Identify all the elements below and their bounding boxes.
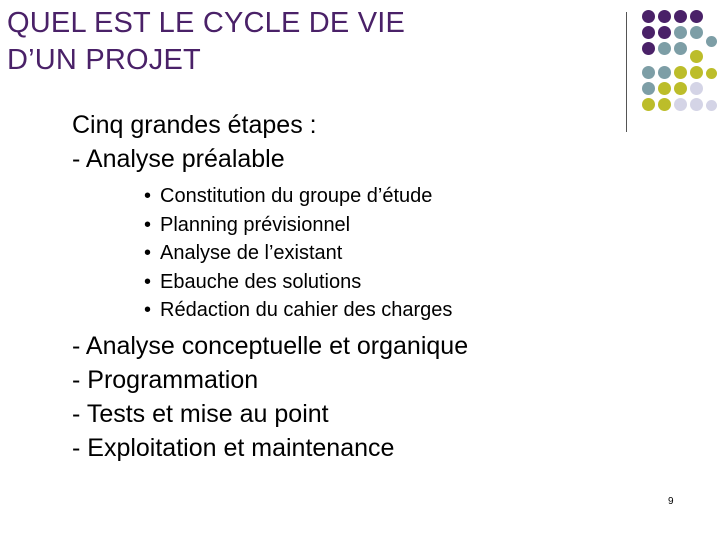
dot-olive [690, 50, 703, 63]
dot-teal [642, 66, 655, 79]
dot-teal [706, 36, 717, 47]
bullet-icon: • [144, 213, 152, 236]
intro-text: Cinq grandes étapes : [72, 111, 317, 139]
dot-purple [642, 26, 655, 39]
title-line-1: QUEL EST LE CYCLE DE VIE [7, 7, 406, 39]
dot-olive [642, 98, 655, 111]
dot-olive [674, 66, 687, 79]
bullet-icon: • [144, 242, 152, 264]
dot-olive [690, 66, 703, 79]
dot-lavender [690, 82, 703, 95]
sub-item [144, 211, 468, 240]
dot-olive [706, 68, 717, 79]
dot-teal [642, 82, 655, 95]
page-number: 9 [668, 496, 674, 507]
dot-purple [658, 26, 671, 39]
sub-item-text: Rédaction du cahier des charges [160, 299, 453, 321]
dot-purple [690, 10, 703, 23]
dot-olive [658, 82, 671, 95]
title-line-2: D’UN PROJET [7, 44, 201, 76]
sub-item-text: Analyse de l’existant [160, 242, 343, 264]
dot-purple [674, 10, 687, 23]
bullet-icon: • [144, 270, 152, 293]
sub-item [144, 296, 468, 325]
bullet-icon: • [144, 299, 152, 321]
sub-item-text: Planning prévisionnel [160, 213, 351, 236]
step1-sublist [144, 182, 468, 325]
dot-purple [658, 10, 671, 23]
step-analyse-prealable: - Analyse préalable [72, 145, 285, 173]
dot-teal [658, 42, 671, 55]
sub-item [144, 182, 468, 211]
sub-item [144, 239, 468, 268]
dot-olive [658, 98, 671, 111]
dot-teal [658, 66, 671, 79]
step-exploitation: - Exploitation et maintenance [72, 433, 395, 462]
slide-title [7, 5, 405, 79]
step-programmation: - Programmation [72, 365, 259, 394]
sub-item-text: Ebauche des solutions [160, 270, 362, 293]
step-analyse-conceptuelle: - Analyse conceptuelle et organique [72, 331, 469, 360]
dot-lavender [674, 98, 687, 111]
dot-teal [690, 26, 703, 39]
bullet-icon: • [144, 185, 152, 207]
dot-teal [674, 42, 687, 55]
step-tests: - Tests et mise au point [72, 399, 329, 428]
divider-line [626, 12, 627, 132]
sub-item-text: Constitution du groupe d’étude [160, 185, 433, 207]
dot-olive [674, 82, 687, 95]
dot-lavender [690, 98, 703, 111]
decorative-dot-grid [638, 10, 718, 120]
dot-teal [674, 26, 687, 39]
slide-body [72, 108, 468, 465]
dot-purple [642, 10, 655, 23]
dot-purple [642, 42, 655, 55]
dot-lavender [706, 100, 717, 111]
sub-item [144, 268, 468, 297]
